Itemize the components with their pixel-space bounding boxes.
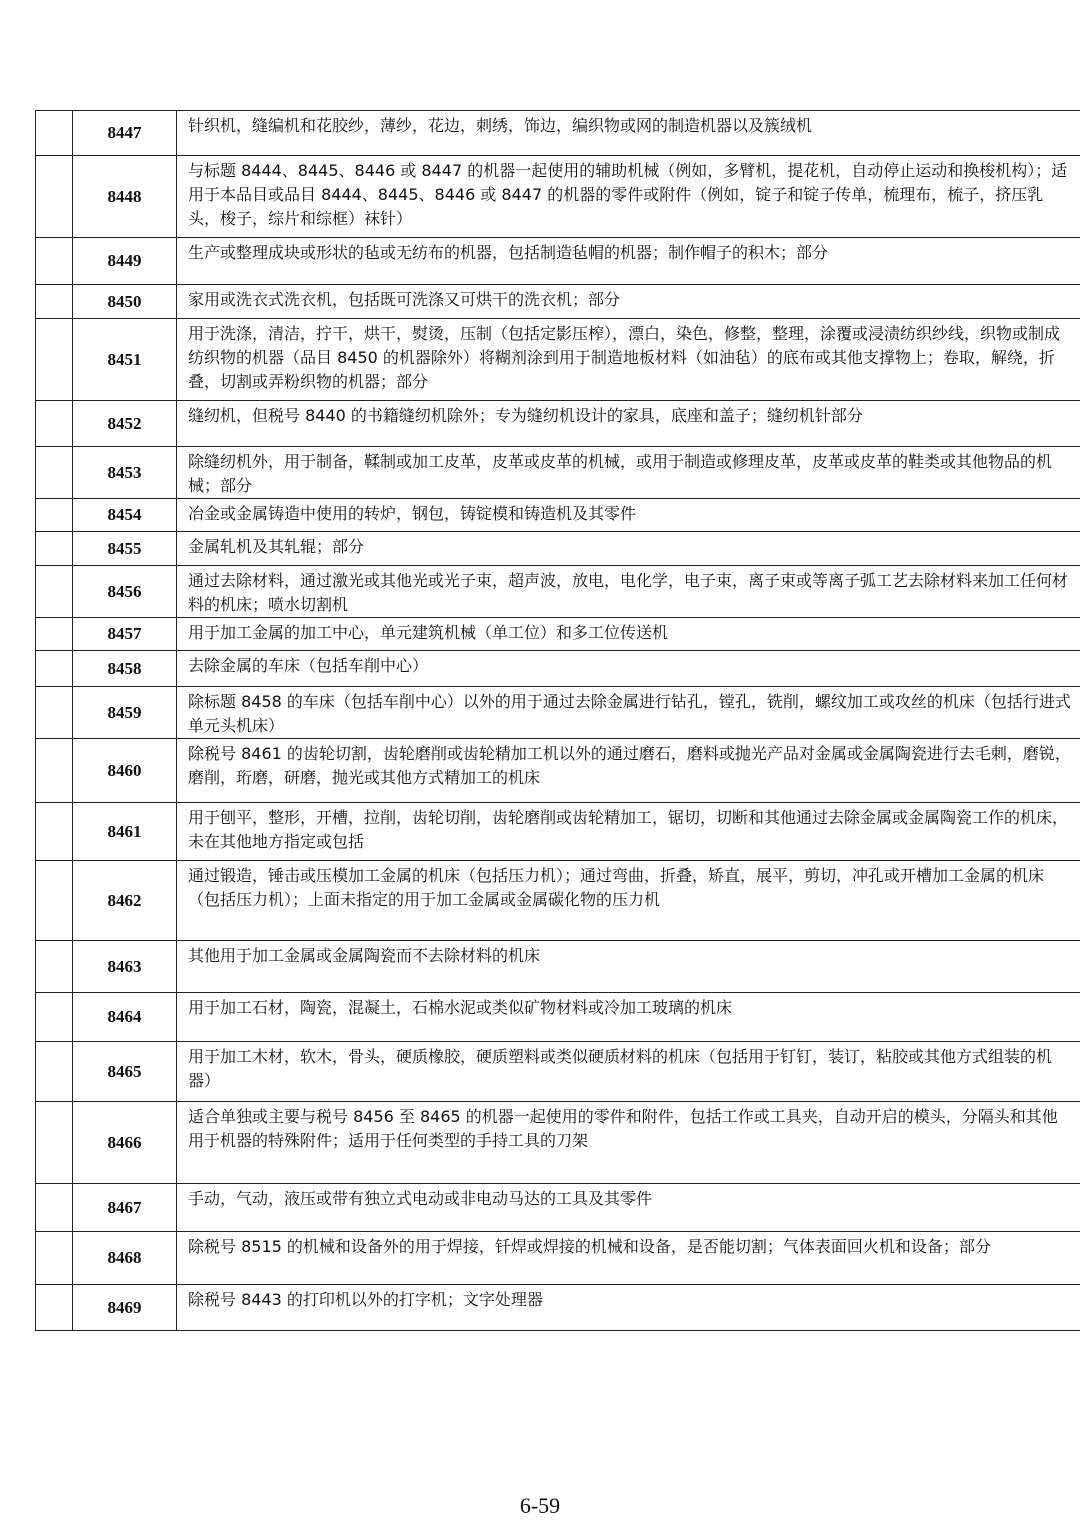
blank-cell — [36, 238, 73, 285]
table-row — [36, 803, 1080, 861]
heading-code: 8454 — [73, 499, 177, 532]
heading-description: 除税号 8461 的齿轮切割，齿轮磨削或齿轮精加工机以外的通过磨石，磨料或抛光产品对金属或金属陶瓷进行去毛刺，磨锐，磨削，珩磨，研磨，抛光或其他方式精加工的机床 — [177, 739, 1080, 803]
table-row — [36, 618, 1080, 651]
heading-code: 8449 — [73, 238, 177, 285]
heading-description: 通过锻造，锤击或压模加工金属的机床（包括压力机）；通过弯曲，折叠，矫直，展平，剪切，冲孔或开槽加工金属的机床（包括压力机）；上面未指定的用于加工金属或金属碳化物的压力机 — [177, 861, 1080, 941]
heading-description: 用于加工金属的加工中心，单元建筑机械（单工位）和多工位传送机 — [177, 618, 1080, 651]
heading-code: 8461 — [73, 803, 177, 861]
blank-cell — [36, 1232, 73, 1285]
blank-cell — [36, 447, 73, 499]
heading-description: 除标题 8458 的车床（包括车削中心）以外的用于通过去除金属进行钻孔，镗孔，铣削，螺纹加工或攻丝的机床（包括行进式单元头机床） — [177, 687, 1080, 739]
blank-cell — [36, 499, 73, 532]
table-row — [36, 319, 1080, 401]
heading-code: 8451 — [73, 319, 177, 401]
table-row — [36, 1102, 1080, 1184]
table-row — [36, 447, 1080, 499]
table-row — [36, 1232, 1080, 1285]
table-row — [36, 651, 1080, 687]
table-row — [36, 687, 1080, 739]
heading-code: 8458 — [73, 651, 177, 687]
heading-description: 生产或整理成块或形状的毡或无纺布的机器，包括制造毡帽的机器；制作帽子的积木；部分 — [177, 238, 1080, 285]
table-row — [36, 1042, 1080, 1102]
heading-description: 去除金属的车床（包括车削中心） — [177, 651, 1080, 687]
heading-code: 8460 — [73, 739, 177, 803]
blank-cell — [36, 156, 73, 238]
heading-description: 用于加工石材，陶瓷，混凝土，石棉水泥或类似矿物材料或冷加工玻璃的机床 — [177, 993, 1080, 1042]
heading-description: 除缝纫机外，用于制备，鞣制或加工皮革，皮革或皮革的机械，或用于制造或修理皮革，皮革或皮革的鞋类或其他物品的机械；部分 — [177, 447, 1080, 499]
heading-description: 其他用于加工金属或金属陶瓷而不去除材料的机床 — [177, 941, 1080, 993]
heading-description: 用于加工木材，软木，骨头，硬质橡胶，硬质塑料或类似硬质材料的机床（包括用于钉钉，装订，粘胶或其他方式组装的机器） — [177, 1042, 1080, 1102]
blank-cell — [36, 566, 73, 618]
blank-cell — [36, 285, 73, 319]
table-row — [36, 111, 1080, 156]
heading-description: 通过去除材料，通过激光或其他光或光子束，超声波，放电，电化学，电子束，离子束或等离子弧工艺去除材料来加工任何材料的机床；喷水切割机 — [177, 566, 1080, 618]
heading-code: 8447 — [73, 111, 177, 156]
blank-cell — [36, 739, 73, 803]
heading-code: 8450 — [73, 285, 177, 319]
blank-cell — [36, 651, 73, 687]
heading-code: 8469 — [73, 1285, 177, 1331]
heading-description: 缝纫机，但税号 8440 的书籍缝纫机除外；专为缝纫机设计的家具，底座和盖子；缝纫机针部分 — [177, 401, 1080, 447]
heading-code: 8448 — [73, 156, 177, 238]
blank-cell — [36, 401, 73, 447]
blank-cell — [36, 687, 73, 739]
tariff-table — [35, 110, 1080, 1331]
table-row — [36, 532, 1080, 566]
blank-cell — [36, 1184, 73, 1232]
heading-code: 8462 — [73, 861, 177, 941]
heading-description: 除税号 8515 的机械和设备外的用于焊接，钎焊或焊接的机械和设备，是否能切割；气体表面回火机和设备；部分 — [177, 1232, 1080, 1285]
blank-cell — [36, 1102, 73, 1184]
table-row — [36, 156, 1080, 238]
blank-cell — [36, 1285, 73, 1331]
page-number: 6-59 — [519, 1493, 561, 1518]
blank-cell — [36, 1042, 73, 1102]
blank-cell — [36, 803, 73, 861]
heading-code: 8457 — [73, 618, 177, 651]
blank-cell — [36, 532, 73, 566]
blank-cell — [36, 941, 73, 993]
heading-code: 8463 — [73, 941, 177, 993]
table-row — [36, 566, 1080, 618]
table-row — [36, 1184, 1080, 1232]
blank-cell — [36, 861, 73, 941]
heading-description: 金属轧机及其轧辊；部分 — [177, 532, 1080, 566]
heading-code: 8465 — [73, 1042, 177, 1102]
heading-code: 8467 — [73, 1184, 177, 1232]
heading-description: 家用或洗衣式洗衣机，包括既可洗涤又可烘干的洗衣机；部分 — [177, 285, 1080, 319]
table-row — [36, 238, 1080, 285]
table-row — [36, 285, 1080, 319]
table-row — [36, 1285, 1080, 1331]
heading-code: 8464 — [73, 993, 177, 1042]
blank-cell — [36, 993, 73, 1042]
heading-description: 手动，气动，液压或带有独立式电动或非电动马达的工具及其零件 — [177, 1184, 1080, 1232]
table-body — [36, 111, 1080, 1331]
heading-description: 用于刨平，整形，开槽，拉削，齿轮切削，齿轮磨削或齿轮精加工，锯切，切断和其他通过去除金属或金属陶瓷工作的机床，未在其他地方指定或包括 — [177, 803, 1080, 861]
heading-code: 8468 — [73, 1232, 177, 1285]
heading-code: 8452 — [73, 401, 177, 447]
heading-description: 除税号 8443 的打印机以外的打字机；文字处理器 — [177, 1285, 1080, 1331]
heading-code: 8453 — [73, 447, 177, 499]
heading-description: 用于洗涤，清洁，拧干，烘干，熨烫，压制（包括定影压榨），漂白，染色，修整，整理，涂覆或浸渍纺织纱线，织物或制成纺织物的机器（品目 8450 的机器除外）将糊剂涂到用于制造地板材料（如油毡）的底布或其他支撑物上；卷取，解绕，折叠，切割或弄粉织物的机器；部分 — [177, 319, 1080, 401]
blank-cell — [36, 618, 73, 651]
heading-description: 针织机，缝编机和花胶纱，薄纱，花边，刺绣，饰边，编织物或网的制造机器以及簇绒机 — [177, 111, 1080, 156]
table-row — [36, 499, 1080, 532]
heading-code: 8456 — [73, 566, 177, 618]
table-row — [36, 739, 1080, 803]
heading-description: 与标题 8444、8445、8446 或 8447 的机器一起使用的辅助机械（例如，多臂机，提花机，自动停止运动和换梭机构）；适用于本品目或品目 8444、8445、8446 或 8447 的机器的零件或附件（例如，锭子和锭子传单，梳理布，梳子，挤压乳头，梭子，综片和综框）袜针） — [177, 156, 1080, 238]
table-row — [36, 861, 1080, 941]
heading-description: 冶金或金属铸造中使用的转炉，钢包，铸锭模和铸造机及其零件 — [177, 499, 1080, 532]
heading-code: 8459 — [73, 687, 177, 739]
table-row — [36, 941, 1080, 993]
table-row — [36, 401, 1080, 447]
blank-cell — [36, 319, 73, 401]
heading-description: 适合单独或主要与税号 8456 至 8465 的机器一起使用的零件和附件，包括工作或工具夹，自动开启的模头，分隔头和其他用于机器的特殊附件；适用于任何类型的手持工具的刀架 — [177, 1102, 1080, 1184]
heading-code: 8455 — [73, 532, 177, 566]
blank-cell — [36, 111, 73, 156]
table-row — [36, 993, 1080, 1042]
heading-code: 8466 — [73, 1102, 177, 1184]
